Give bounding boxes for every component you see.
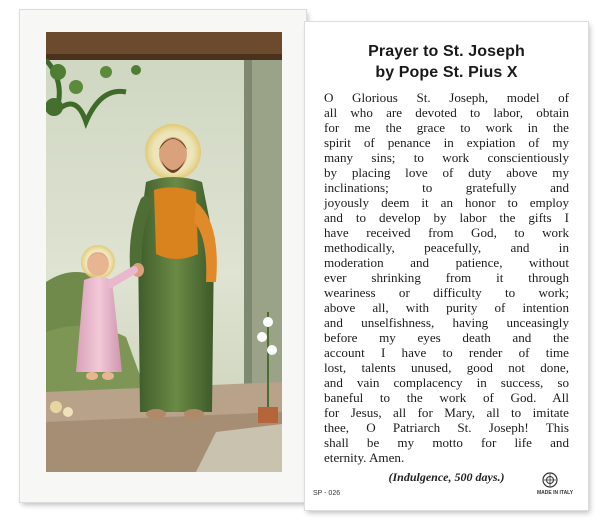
prayer-line: inclinations; to gratefully and (324, 180, 569, 195)
prayer-line: and vain complacency in success, so (324, 375, 569, 390)
prayer-line: ever shrinking from it through (324, 270, 569, 285)
made-in-italy-label: MADE IN ITALY (537, 490, 574, 496)
prayer-line: moderation and patience, without (324, 255, 569, 270)
child-head (87, 252, 109, 276)
prayer-line: eternity. Amen. (324, 450, 405, 465)
prayer-line: baneful to the work of God. All (324, 390, 569, 405)
prayer-line: shall be my motto for life and (324, 435, 569, 450)
prayer-line: by placing love of duty above my (324, 165, 569, 180)
prayer-line: for Jesus, all for Mary, all to imitate (324, 405, 569, 420)
prayer-line: for me the grace to work in the (324, 120, 569, 135)
prayer-line: and unselfishness, having unceasingly (324, 315, 569, 330)
prayer-line: before my eyes death and the (324, 330, 569, 345)
prayer-line: methodically, peacefully, and in (324, 240, 569, 255)
prayer-line: and to develop by labor the gifts I (324, 210, 569, 225)
pergola-beam (46, 32, 282, 54)
prayer-title-line2: by Pope St. Pius X (375, 64, 518, 81)
product-code: SP - 026 (313, 490, 341, 497)
prayer-line: all who are devoted to labor, obtain (324, 105, 569, 120)
holy-card-front (20, 10, 306, 502)
prayer-line: O Glorious St. Joseph, model of (324, 90, 569, 105)
indulgence-note: (Indulgence, 500 days.) (388, 470, 505, 484)
publisher-seal-icon (541, 472, 559, 488)
prayer-line: weariness or difficulty to work; (324, 285, 569, 300)
prayer-line: spirit of penance in expiation of my (324, 135, 569, 150)
prayer-line: above all, with purity of intention (324, 300, 569, 315)
image-frame (46, 32, 282, 472)
joseph-apron (154, 187, 198, 259)
prayer-line: joyously deem it an honor to employ (324, 195, 569, 210)
prayer-title-line1: Prayer to St. Joseph (368, 43, 525, 60)
prayer-line: lost, talents unused, good not done, (324, 360, 569, 375)
flower-pot (258, 407, 278, 423)
prayer-line: have received from God, to work (324, 225, 569, 240)
joseph-head (159, 137, 187, 171)
prayer-line: account I have to render of time (324, 345, 569, 360)
prayer-line: thee, O Patriarch St. Joseph! This (324, 420, 569, 435)
holy-card-back (305, 22, 588, 510)
prayer-line: many sins; to work conscientiously (324, 150, 569, 165)
st-joseph-painting (46, 32, 282, 472)
